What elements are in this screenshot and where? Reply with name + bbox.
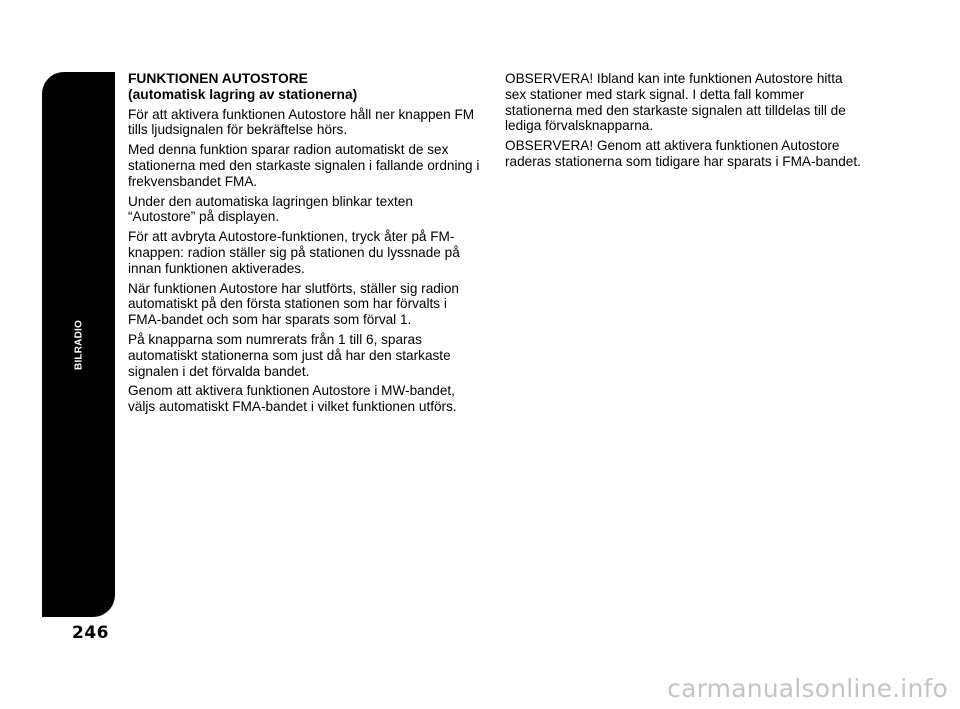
- left-column: [128, 71, 480, 419]
- page-number: 246: [72, 623, 109, 643]
- paragraph: För att aktivera funktionen Autostore håll ner knappen FM tills ljudsignalen för bekräftelse hörs.: [128, 106, 475, 138]
- paragraph: Under den automatiska lagringen blinkar texten “Autostore” på displayen.: [128, 193, 413, 225]
- section-heading: [128, 71, 480, 103]
- paragraph: Genom att aktivera funktionen Autostore i MW-bandet, väljs automatiskt FMA-bandet i vilket funktionen utförs.: [128, 383, 457, 415]
- chapter-label: BILRADIO: [73, 319, 84, 370]
- chapter-sidebar: [42, 72, 115, 617]
- section-heading-title: FUNKTIONEN AUTOSTORE: [128, 71, 308, 86]
- section-heading-subtitle: (automatisk lagring av stationerna): [128, 86, 358, 102]
- watermark: carmanualsonline.info: [667, 674, 948, 703]
- right-column: [505, 71, 861, 174]
- paragraph: På knapparna som numrerats från 1 till 6, sparas automatiskt stationerna som just då har den starkaste signalen i det förvalda bandet.: [128, 331, 451, 379]
- note-paragraph: OBSERVERA! Ibland kan inte funktionen Autostore hitta sex stationer med stark signal. I detta fall kommer stationerna med den starkaste signalen att tilldelas till de lediga förvalsknapparna.: [505, 71, 846, 134]
- note-paragraph: OBSERVERA! Genom att aktivera funktionen Autostore raderas stationerna som tidigare har sparats i FMA-bandet.: [505, 138, 861, 169]
- paragraph: För att avbryta Autostore-funktionen, tryck åter på FM-knappen: radion ställer sig på stationen du lyssnade på innan funktionen aktiverades.: [128, 229, 460, 276]
- paragraph: Med denna funktion sparar radion automatiskt de sex stationerna med den starkaste signalen i fallande ordning i frekvensbandet FMA.: [128, 142, 480, 189]
- paragraph: När funktionen Autostore har slutförts, ställer sig radion automatiskt på den första stationen som har förvalts i FMA-bandet och som har sparats som förval 1.: [128, 280, 459, 328]
